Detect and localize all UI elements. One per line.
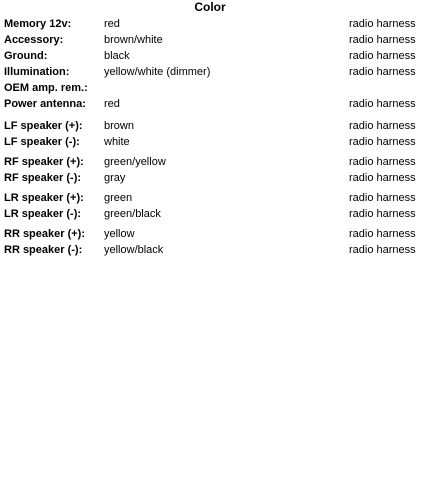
wire-color: red	[104, 18, 120, 30]
wire-location: radio harness	[349, 120, 416, 132]
wire-color: yellow/black	[104, 244, 164, 256]
table-row	[0, 118, 445, 134]
wire-label: OEM amp. rem.:	[4, 82, 88, 94]
wire-location: radio harness	[349, 208, 416, 220]
wire-label: LR speaker (-):	[4, 208, 82, 220]
wire-location: radio harness	[349, 136, 416, 148]
wire-label: LR speaker (+):	[4, 192, 84, 204]
wire-label: Accessory:	[4, 34, 64, 46]
table-row	[0, 134, 445, 150]
wire-color: brown	[104, 120, 134, 132]
wire-location: radio harness	[349, 98, 416, 110]
table-row	[0, 190, 445, 206]
color-column-header: Color	[194, 0, 226, 14]
table-row	[0, 80, 445, 96]
wire-label: Power antenna:	[4, 98, 86, 110]
wire-label: RR speaker (-):	[4, 244, 83, 256]
wire-location: radio harness	[349, 66, 416, 78]
wire-label: LF speaker (-):	[4, 136, 80, 148]
wire-color: green/yellow	[104, 156, 166, 168]
table-row	[0, 242, 445, 258]
table-row	[0, 96, 445, 112]
wire-location: radio harness	[349, 172, 416, 184]
wire-location: radio harness	[349, 34, 416, 46]
wire-location: radio harness	[349, 228, 416, 240]
wire-location: radio harness	[349, 244, 416, 256]
table-row	[0, 226, 445, 242]
wire-color: white	[104, 136, 130, 148]
wire-color: gray	[104, 172, 126, 184]
wire-label: Memory 12v:	[4, 18, 72, 30]
table-row	[0, 206, 445, 222]
wire-label: LF speaker (+):	[4, 120, 83, 132]
wire-label: Illumination:	[4, 66, 70, 78]
wire-label: Ground:	[4, 50, 48, 62]
table-row	[0, 64, 445, 80]
table-row	[0, 48, 445, 64]
wire-color: red	[104, 98, 120, 110]
wire-location: radio harness	[349, 18, 416, 30]
wire-label: RF speaker (+):	[4, 156, 84, 168]
table-row	[0, 16, 445, 32]
wire-label: RR speaker (+):	[4, 228, 86, 240]
table-row	[0, 32, 445, 48]
wire-location: radio harness	[349, 50, 416, 62]
table-row	[0, 170, 445, 186]
wire-label: RF speaker (-):	[4, 172, 82, 184]
table-row	[0, 154, 445, 170]
wire-color: yellow/white (dimmer)	[104, 66, 211, 78]
wire-color: green	[104, 192, 133, 204]
wire-color: brown/white	[104, 34, 163, 46]
wire-color: green/black	[104, 208, 161, 220]
wire-location: radio harness	[349, 156, 416, 168]
wire-color: black	[104, 50, 130, 62]
wire-location: radio harness	[349, 192, 416, 204]
wire-color: yellow	[104, 228, 135, 240]
